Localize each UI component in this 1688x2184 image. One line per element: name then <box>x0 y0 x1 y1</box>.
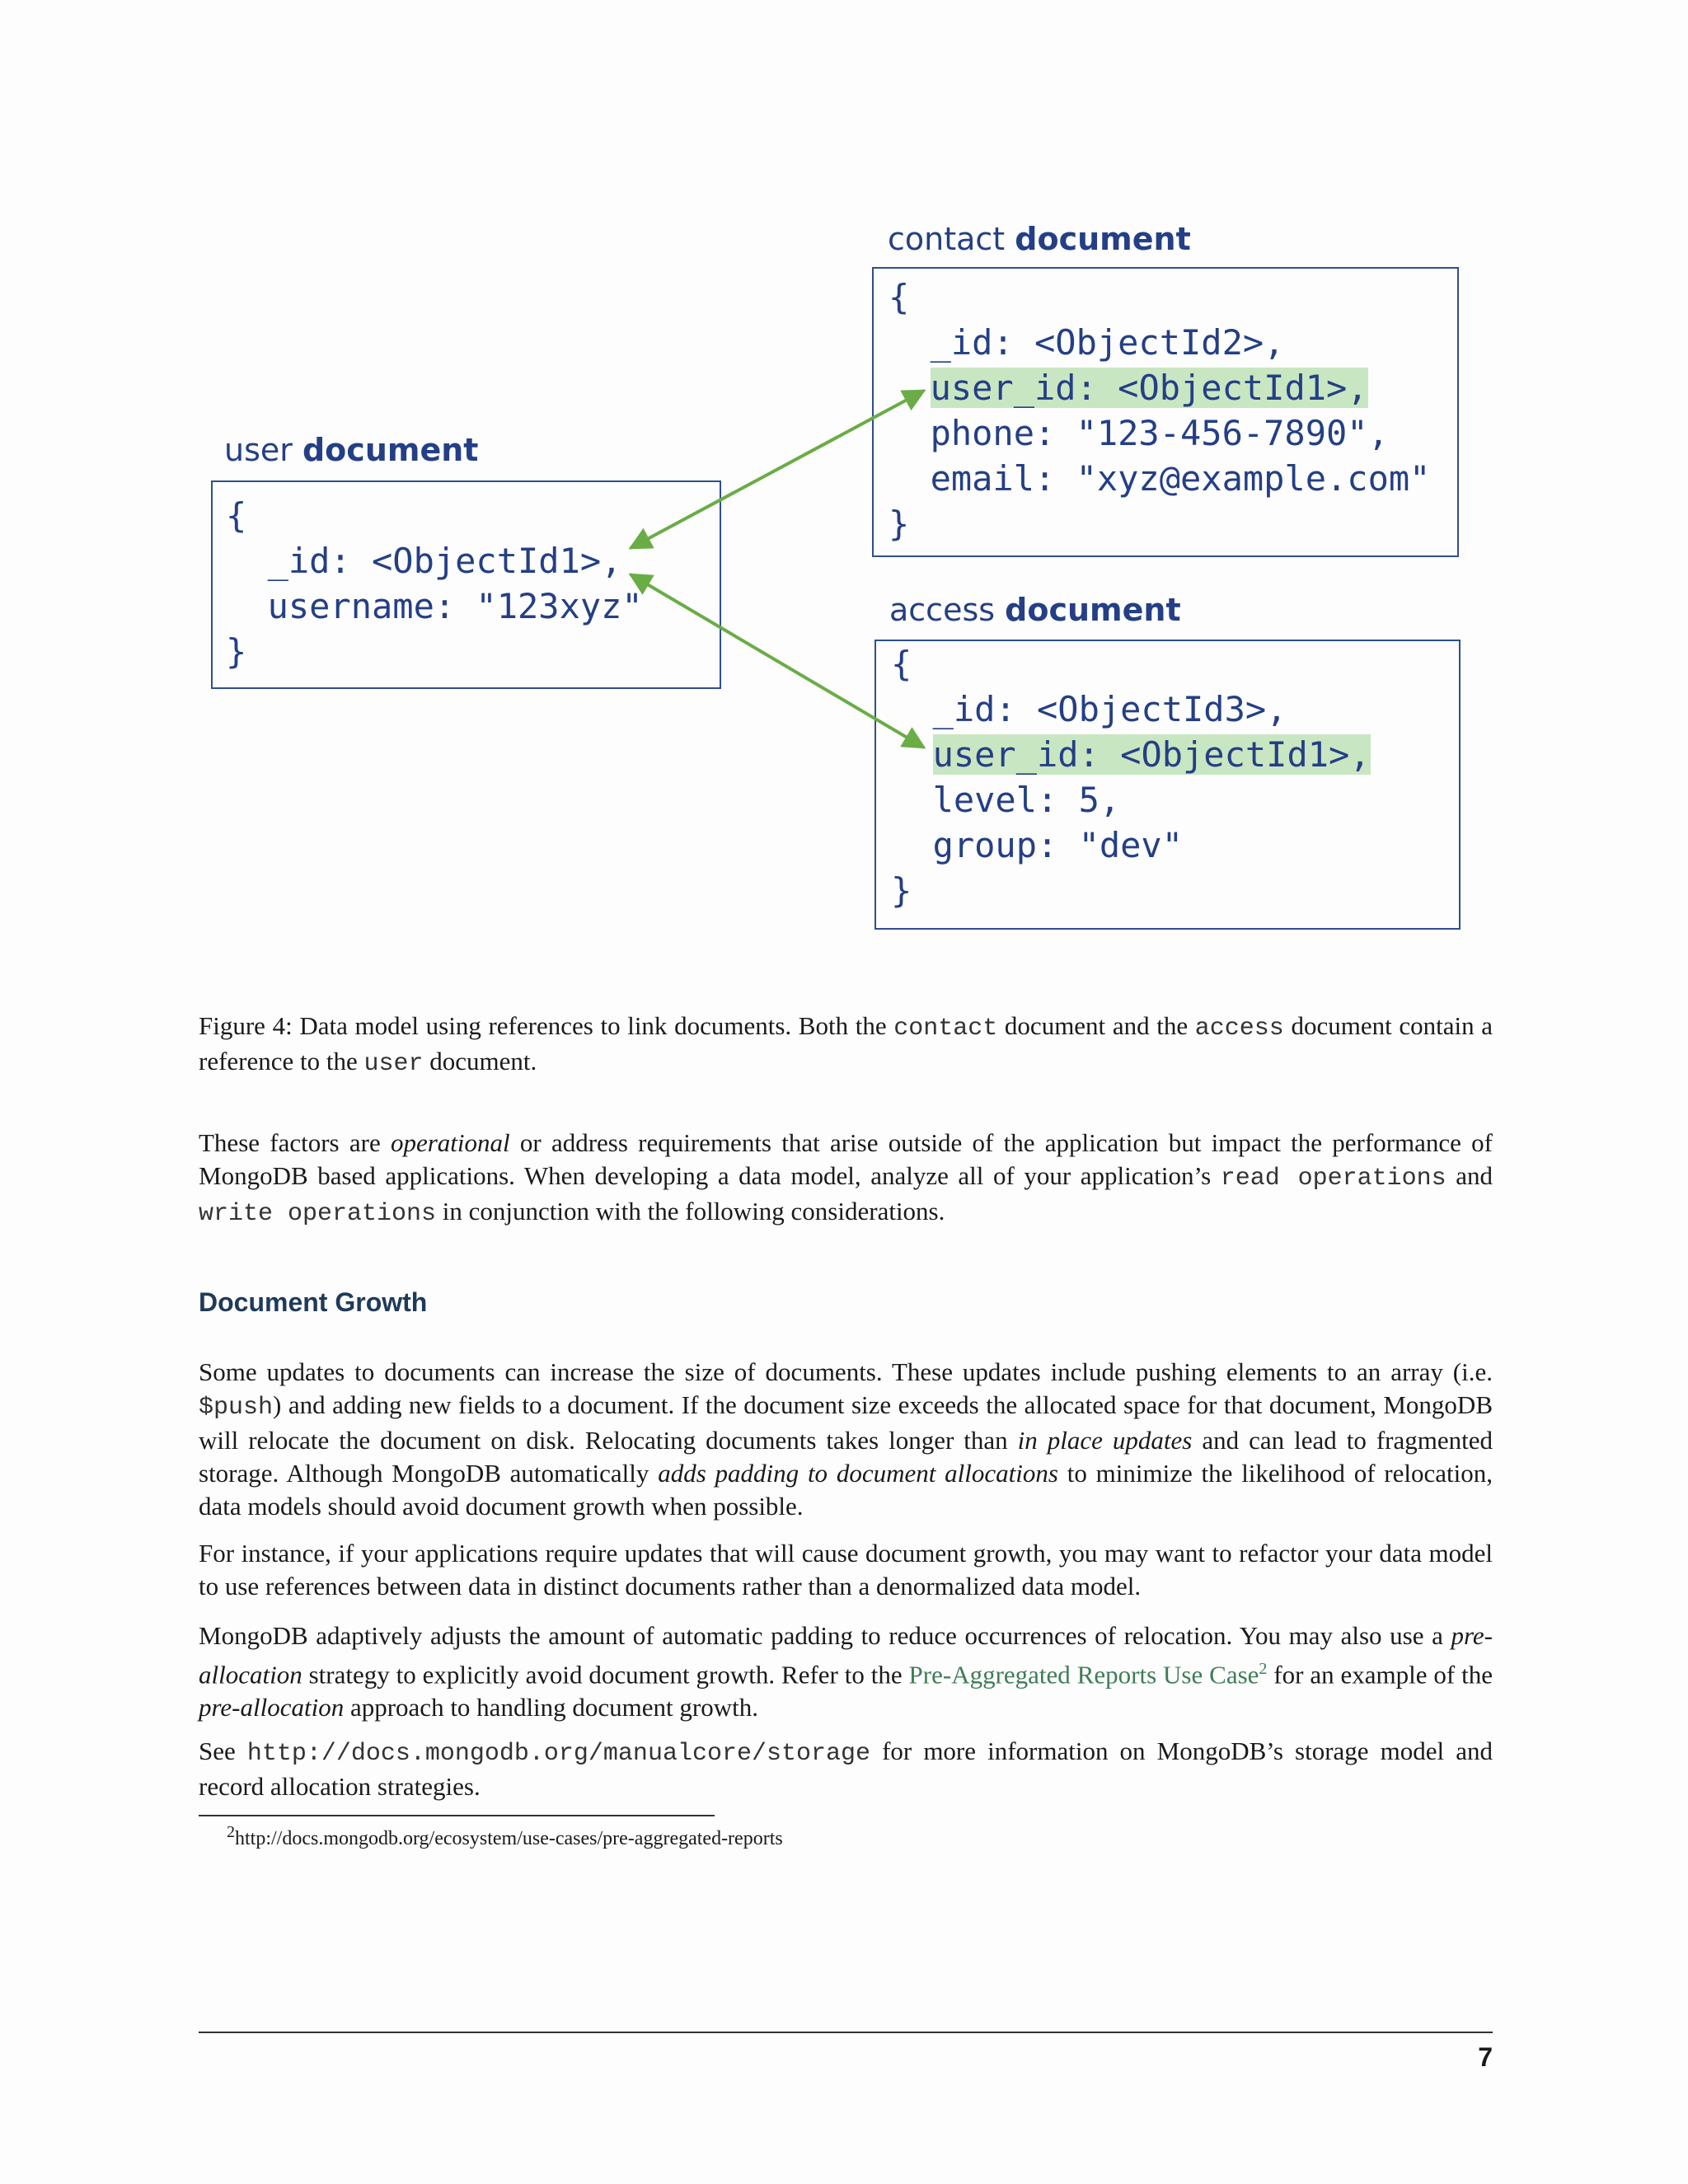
footer-rule <box>199 2032 1493 2033</box>
code-line: { <box>889 277 910 317</box>
code-line: phone: "123-456-7890", <box>889 413 1389 453</box>
access-label-keyword: document <box>1005 592 1181 628</box>
intro-italic: operational <box>390 1128 510 1157</box>
document-growth-paragraph-1 <box>199 1356 1493 1523</box>
intro-text: or address requirements that arise outside of the application but impact the performance of MongoDB based applications. When developing a data model, analyze all of your application’s <box>199 1128 1493 1190</box>
section-heading: Document Growth <box>199 1287 428 1317</box>
access-user-id-highlight: user_id: <ObjectId1>, <box>932 734 1371 775</box>
paragraph-text: MongoDB adaptively adjusts the amount of automatic padding to reduce occurrences of relocation. You may also use a <box>199 1621 1451 1650</box>
code-line: _id: <ObjectId1>, <box>226 541 622 581</box>
caption-text: document contain a reference to the <box>199 1011 1493 1076</box>
code-line: } <box>891 870 912 911</box>
paragraph-text: ) and adding new fields to a document. If the document size exceeds the allocated space for that document, MongoDB will relocate the document on disk. Relocating documents takes longer than <box>199 1390 1493 1455</box>
caption-code: access <box>1194 1015 1284 1043</box>
code-line: { <box>226 495 247 536</box>
user-label-keyword: document <box>302 432 479 468</box>
document-growth-paragraph-2: For instance, if your applications require updates that will cause document growth, you may want to refactor your data model to use references between data in distinct documents rather than a denormalized data model. <box>199 1539 1493 1601</box>
document-growth-paragraph-3 <box>199 1619 1493 1724</box>
paragraph-text: strategy to explicitly avoid document growth. Refer to the <box>302 1660 909 1690</box>
footnote-reference[interactable]: 2 <box>1259 1660 1268 1678</box>
reference-arrows <box>0 0 1688 989</box>
footnote-number: 2 <box>227 1823 235 1841</box>
code-line: } <box>226 631 247 672</box>
code-line: { <box>891 644 912 684</box>
code-line: _id: <ObjectId2>, <box>889 322 1285 363</box>
footnote-text: http://docs.mongodb.org/ecosystem/use-cases/pre-aggregated-reports <box>235 1828 783 1849</box>
paragraph-text: approach to handling document growth. <box>344 1693 758 1722</box>
code-line: level: 5, <box>891 780 1121 820</box>
paragraph-text: to minimize the likelihood of relocation, data models should avoid document growth when possible. <box>199 1459 1493 1521</box>
paragraph-italic: pre-allocation <box>199 1621 1493 1690</box>
paragraph-code: $push <box>199 1394 274 1422</box>
caption-text: document. <box>423 1047 537 1076</box>
paragraph-text: for more information on MongoDB’s storage model and record allocation strategies. <box>199 1736 1493 1801</box>
pre-aggregated-reports-link[interactable]: Pre-Aggregated Reports Use Case <box>908 1660 1259 1690</box>
footnote <box>227 1823 783 1850</box>
contact-user-id-highlight: user_id: <ObjectId1>, <box>930 368 1368 408</box>
paragraph-italic: pre-allocation <box>199 1693 345 1722</box>
user-label-name: user <box>224 432 293 468</box>
contact-label-name: contact <box>888 221 1006 257</box>
caption-code: user <box>363 1050 424 1078</box>
paragraph-text: for an example of the <box>1267 1660 1493 1690</box>
intro-code: write operations <box>199 1200 437 1228</box>
caption-code: contact <box>893 1015 998 1043</box>
code-line: group: "dev" <box>891 825 1184 865</box>
paragraph-text: See <box>199 1736 247 1765</box>
intro-paragraph <box>199 1127 1493 1230</box>
storage-docs-url: http://docs.mongodb.org/manualcore/storage <box>246 1740 870 1768</box>
caption-text: document and the <box>997 1011 1195 1040</box>
access-reference-arrow <box>631 574 924 748</box>
footnote-rule <box>199 1815 715 1816</box>
contact-reference-arrow <box>631 391 924 548</box>
code-line: } <box>889 504 910 544</box>
intro-text: and <box>1446 1161 1493 1190</box>
paragraph-italic: adds padding to document allocations <box>658 1459 1058 1488</box>
access-label-name: access <box>889 592 996 628</box>
paragraph-text: and can lead to fragmented storage. Although MongoDB automatically <box>199 1426 1493 1488</box>
code-line: username: "123xyz" <box>226 586 643 626</box>
code-line: _id: <ObjectId3>, <box>891 689 1287 729</box>
code-line: email: "xyz@example.com" <box>889 458 1431 499</box>
contact-label-keyword: document <box>1015 221 1191 257</box>
intro-text: in conjunction with the following considerations. <box>436 1197 945 1226</box>
caption-text: Figure 4: Data model using references to link documents. Both the <box>199 1011 894 1040</box>
document-growth-paragraph-4 <box>199 1735 1493 1803</box>
figure-caption <box>199 1010 1493 1080</box>
intro-text: These factors are <box>199 1128 391 1157</box>
intro-code: read operations <box>1220 1165 1447 1193</box>
paragraph-text: Some updates to documents can increase the size of documents. These updates include pushing elements to an array (i.e. <box>199 1357 1493 1386</box>
paragraph-italic: in place updates <box>1017 1426 1193 1455</box>
page-number: 7 <box>1478 2042 1493 2072</box>
